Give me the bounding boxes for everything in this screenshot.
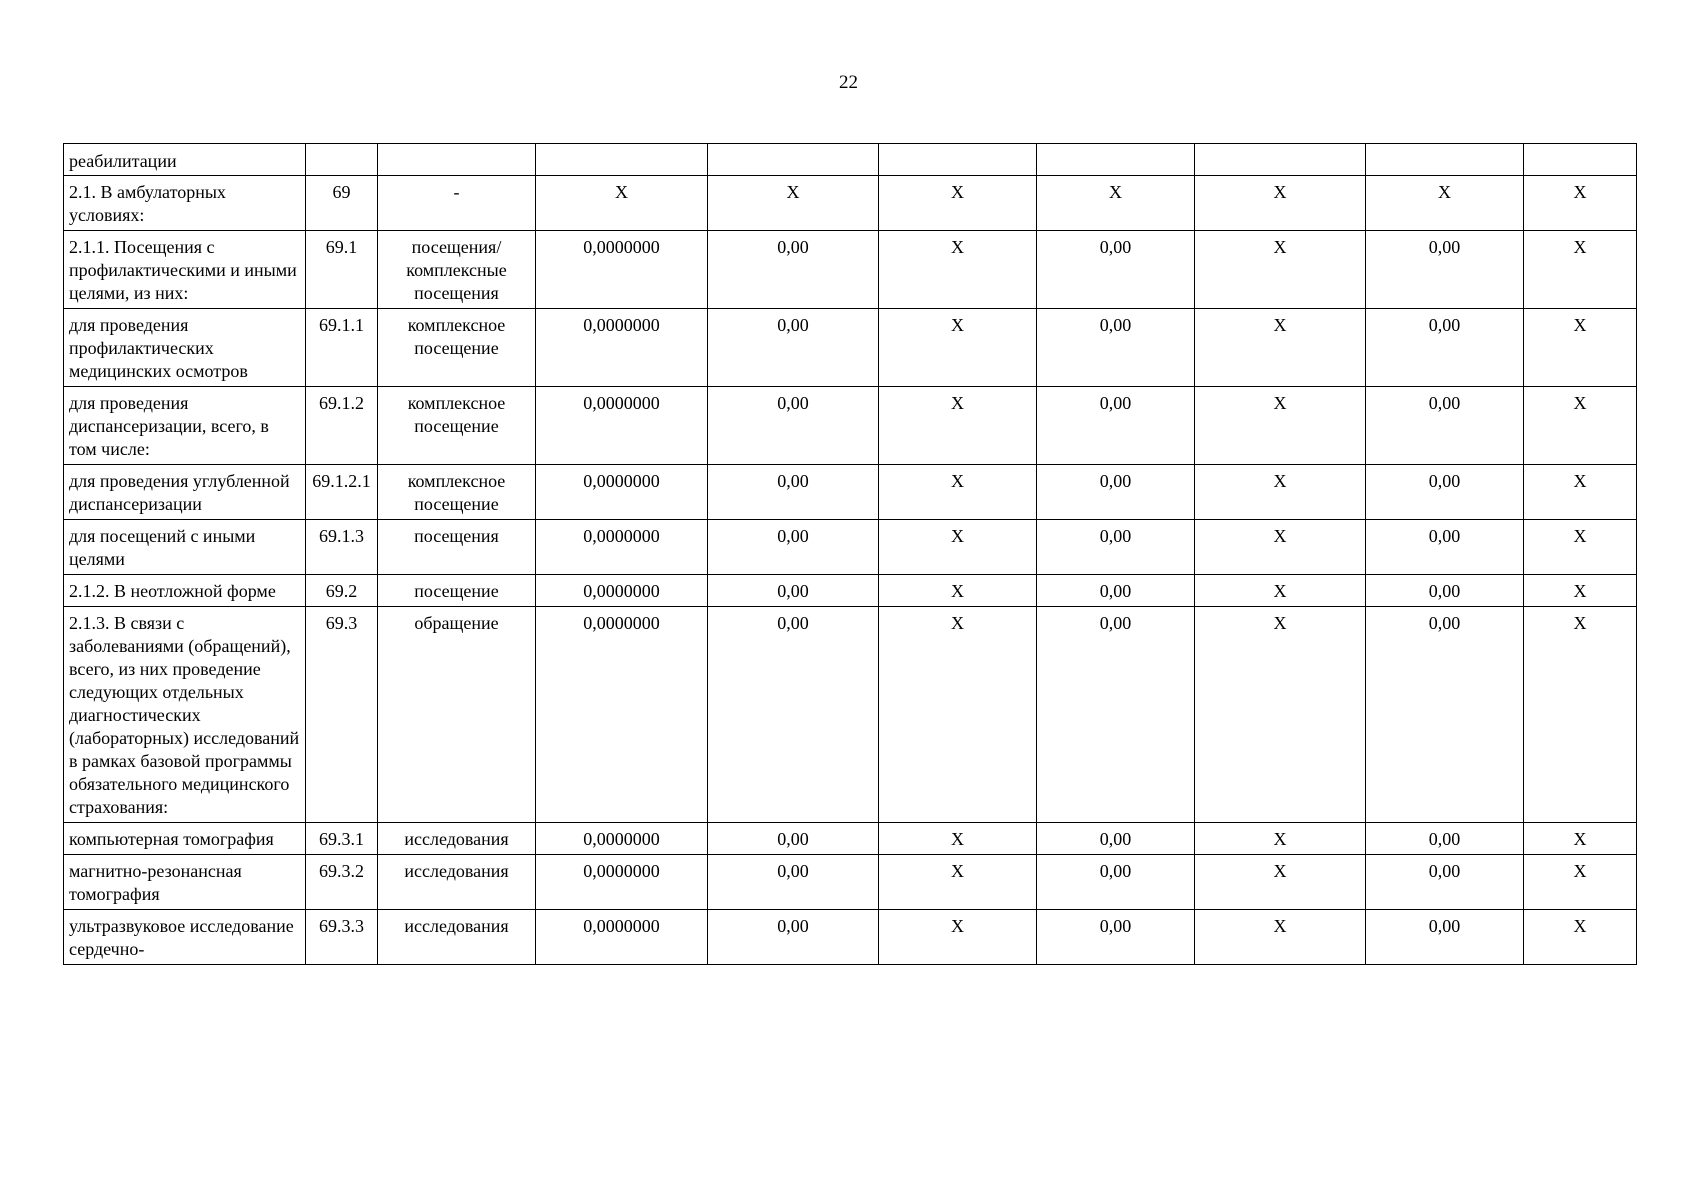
row-unit-cell: посещения [378, 520, 536, 575]
row-value-cell: 0,0000000 [536, 520, 708, 575]
row-value-cell [708, 144, 879, 176]
row-value-cell: 0,00 [708, 607, 879, 823]
row-unit-cell: исследования [378, 855, 536, 910]
row-name-cell: для проведения диспансеризации, всего, в том числе: [64, 387, 306, 465]
row-value-cell: 0,00 [1366, 231, 1524, 309]
row-value-cell: 0,00 [1366, 309, 1524, 387]
row-value-cell: 0,0000000 [536, 855, 708, 910]
row-code-cell: 69.3.1 [306, 823, 378, 855]
row-value-cell: X [1195, 910, 1366, 965]
table-row [64, 607, 1637, 823]
row-value-cell: X [1195, 176, 1366, 231]
row-value-cell: 0,00 [1037, 465, 1195, 520]
row-value-cell: X [1524, 309, 1637, 387]
row-value-cell: X [1524, 607, 1637, 823]
row-value-cell: 0,00 [1366, 910, 1524, 965]
row-name-cell: реабилитации [64, 144, 306, 176]
row-unit-cell: посещения/ комплексные посещения [378, 231, 536, 309]
row-unit-cell: исследования [378, 823, 536, 855]
row-value-cell: X [1524, 176, 1637, 231]
row-unit-cell: комплексное посещение [378, 309, 536, 387]
row-value-cell: 0,00 [1366, 387, 1524, 465]
row-value-cell [1195, 144, 1366, 176]
row-unit-cell [378, 144, 536, 176]
row-value-cell: X [1366, 176, 1524, 231]
row-value-cell: 0,00 [1037, 520, 1195, 575]
row-code-cell: 69.3.3 [306, 910, 378, 965]
row-value-cell: 0,00 [1037, 855, 1195, 910]
row-value-cell [1524, 144, 1637, 176]
row-code-cell: 69.1.3 [306, 520, 378, 575]
row-value-cell: X [1195, 575, 1366, 607]
row-value-cell: X [1524, 823, 1637, 855]
row-value-cell: X [1195, 231, 1366, 309]
row-value-cell: 0,0000000 [536, 607, 708, 823]
row-code-cell [306, 144, 378, 176]
row-code-cell: 69.3 [306, 607, 378, 823]
row-name-cell: для проведения углубленной диспансеризации [64, 465, 306, 520]
row-value-cell: 0,00 [708, 387, 879, 465]
row-name-cell: компьютерная томография [64, 823, 306, 855]
data-table [63, 143, 1637, 965]
row-value-cell: 0,00 [1037, 607, 1195, 823]
table-row [64, 910, 1637, 965]
table-row [64, 575, 1637, 607]
table-row [64, 855, 1637, 910]
row-value-cell: X [879, 387, 1037, 465]
table-row [64, 387, 1637, 465]
row-value-cell: 0,0000000 [536, 387, 708, 465]
row-name-cell: 2.1.3. В связи с заболеваниями (обращений), всего, из них проведение следующих отдельных диагностических (лабораторных) исследований в рамках базовой программы обязательного медицинского страхования: [64, 607, 306, 823]
row-value-cell: X [879, 855, 1037, 910]
row-value-cell: 0,00 [1366, 520, 1524, 575]
row-value-cell: X [879, 309, 1037, 387]
row-value-cell: 0,00 [1366, 855, 1524, 910]
row-value-cell: X [1524, 231, 1637, 309]
row-value-cell: X [1037, 176, 1195, 231]
row-value-cell: 0,00 [1037, 387, 1195, 465]
row-value-cell: 0,00 [708, 855, 879, 910]
row-unit-cell: комплексное посещение [378, 465, 536, 520]
row-value-cell: X [879, 607, 1037, 823]
row-value-cell: X [1195, 855, 1366, 910]
row-value-cell: 0,00 [1037, 910, 1195, 965]
row-value-cell: 0,00 [1366, 607, 1524, 823]
row-code-cell: 69.1 [306, 231, 378, 309]
row-name-cell: 2.1. В амбулаторных условиях: [64, 176, 306, 231]
row-value-cell: 0,0000000 [536, 910, 708, 965]
row-code-cell: 69 [306, 176, 378, 231]
row-value-cell: 0,00 [1037, 309, 1195, 387]
row-value-cell [536, 144, 708, 176]
row-value-cell: X [879, 520, 1037, 575]
row-value-cell: X [1195, 607, 1366, 823]
page-number: 22 [839, 72, 858, 93]
table-row [64, 176, 1637, 231]
table-row [64, 231, 1637, 309]
row-value-cell: 0,00 [1037, 231, 1195, 309]
row-value-cell: 0,00 [708, 823, 879, 855]
row-code-cell: 69.1.1 [306, 309, 378, 387]
row-code-cell: 69.1.2 [306, 387, 378, 465]
row-value-cell: 0,0000000 [536, 823, 708, 855]
row-value-cell: 0,00 [708, 520, 879, 575]
table-row [64, 465, 1637, 520]
row-value-cell: X [1524, 855, 1637, 910]
row-value-cell: 0,00 [708, 231, 879, 309]
row-code-cell: 69.3.2 [306, 855, 378, 910]
row-name-cell: для посещений с иными целями [64, 520, 306, 575]
row-name-cell: магнитно-резонансная томография [64, 855, 306, 910]
row-value-cell: 0,00 [708, 309, 879, 387]
row-value-cell: X [1195, 387, 1366, 465]
row-value-cell: X [879, 465, 1037, 520]
row-value-cell: X [536, 176, 708, 231]
row-value-cell: X [1195, 309, 1366, 387]
row-value-cell: X [1195, 520, 1366, 575]
row-unit-cell: исследования [378, 910, 536, 965]
row-value-cell: X [708, 176, 879, 231]
row-name-cell: для проведения профилактических медицинских осмотров [64, 309, 306, 387]
row-value-cell: 0,00 [708, 575, 879, 607]
row-value-cell: 0,00 [1366, 575, 1524, 607]
row-value-cell: X [1195, 823, 1366, 855]
row-value-cell: 0,0000000 [536, 575, 708, 607]
row-value-cell: X [879, 823, 1037, 855]
row-value-cell [1366, 144, 1524, 176]
table-row [64, 520, 1637, 575]
row-code-cell: 69.2 [306, 575, 378, 607]
row-value-cell: 0,00 [1366, 465, 1524, 520]
row-value-cell: 0,00 [1366, 823, 1524, 855]
row-unit-cell: - [378, 176, 536, 231]
row-value-cell: 0,00 [1037, 823, 1195, 855]
row-value-cell: X [1524, 465, 1637, 520]
table-row [64, 309, 1637, 387]
row-unit-cell: комплексное посещение [378, 387, 536, 465]
row-value-cell: X [1524, 387, 1637, 465]
row-value-cell: X [1524, 520, 1637, 575]
row-value-cell: 0,00 [708, 465, 879, 520]
row-value-cell: 0,0000000 [536, 465, 708, 520]
table-body [64, 144, 1637, 965]
row-value-cell: X [879, 231, 1037, 309]
row-unit-cell: обращение [378, 607, 536, 823]
row-unit-cell: посещение [378, 575, 536, 607]
row-value-cell: X [1524, 575, 1637, 607]
row-value-cell: X [879, 575, 1037, 607]
row-value-cell: 0,00 [1037, 575, 1195, 607]
row-name-cell: 2.1.1. Посещения с профилактическими и иными целями, из них: [64, 231, 306, 309]
row-value-cell [1037, 144, 1195, 176]
row-value-cell: X [879, 910, 1037, 965]
row-name-cell: 2.1.2. В неотложной форме [64, 575, 306, 607]
row-value-cell: 0,0000000 [536, 309, 708, 387]
table-row [64, 144, 1637, 176]
row-value-cell: X [1195, 465, 1366, 520]
row-value-cell: X [879, 176, 1037, 231]
row-value-cell: 0,00 [708, 910, 879, 965]
row-value-cell: 0,0000000 [536, 231, 708, 309]
row-value-cell [879, 144, 1037, 176]
row-name-cell: ультразвуковое исследование сердечно- [64, 910, 306, 965]
row-value-cell: X [1524, 910, 1637, 965]
table-row [64, 823, 1637, 855]
row-code-cell: 69.1.2.1 [306, 465, 378, 520]
